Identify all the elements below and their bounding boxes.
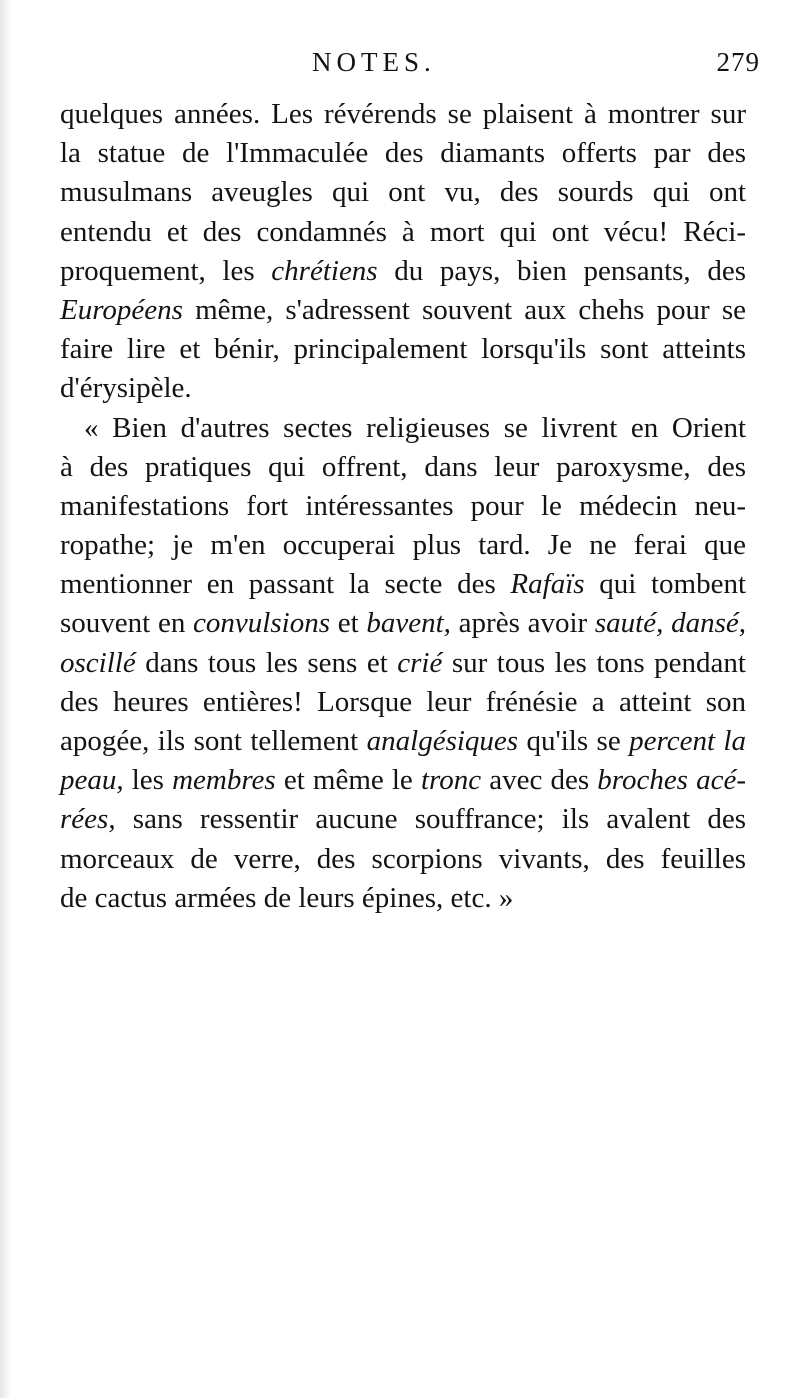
text-line — [60, 213, 746, 252]
text-run: « Bien d'autres sectes religieuses se livrent en Orient — [84, 411, 746, 444]
text-run: du pays, bien pensants, des — [377, 254, 746, 287]
text-line — [60, 761, 746, 800]
italic-run: Européens — [60, 293, 183, 326]
text-line — [60, 800, 746, 839]
text-run: quelques années. Les révérends se plaisent à montrer sur — [60, 98, 746, 130]
page-number: 279 — [716, 47, 760, 77]
text-run: manifestations fort intéressantes pour le médecin neu- — [60, 489, 746, 522]
text-run: sans ressentir aucune souffrance; ils avalent des — [115, 803, 746, 836]
text-run: après avoir — [450, 607, 595, 640]
text-line — [60, 134, 746, 173]
body-text — [60, 95, 746, 918]
text-run: qu'ils se — [518, 725, 630, 757]
text-run: la statue de l'Immaculée des diamants offerts par des — [60, 137, 746, 170]
italic-run: peau, — [60, 764, 124, 797]
italic-run: crié — [397, 646, 443, 679]
text-run: musulmans aveugles qui ont vu, des sourds qui ont — [60, 176, 746, 209]
text-run: entendu et des condamnés à mort qui ont vécu! Réci- — [60, 215, 746, 248]
italic-run: membres — [172, 764, 276, 797]
text-line — [60, 291, 746, 330]
text-line — [60, 644, 746, 683]
text-run: même, s'adressent souvent aux chehs pour se — [182, 293, 746, 326]
text-line — [60, 448, 746, 487]
italic-run: oscillé — [60, 646, 136, 679]
text-run: à des pratiques qui offrent, dans leur paroxysme, des — [60, 450, 746, 483]
text-run: morceaux de verre, des scorpions vivants, des feuilles — [60, 842, 746, 875]
italic-run: tronc — [420, 764, 482, 797]
italic-run: sauté, dansé, — [594, 607, 746, 640]
italic-run: Rafaïs — [510, 568, 585, 601]
text-run: dans tous les sens et — [135, 646, 398, 679]
text-line — [60, 840, 746, 879]
text-line — [60, 409, 746, 448]
italic-run: chrétiens — [271, 254, 378, 287]
text-run: ropathe; je m'en occuperai plus tard. Je ne ferai que — [60, 529, 746, 562]
text-line — [60, 252, 746, 291]
text-run: proquement, les — [60, 254, 272, 287]
text-run: de cactus armées de leurs épines, etc. » — [60, 881, 514, 914]
italic-run: bavent, — [366, 607, 451, 640]
italic-run: analgésiques — [366, 725, 519, 757]
text-line — [60, 369, 746, 408]
running-head-title: NOTES. — [312, 47, 436, 77]
page-gutter-shadow — [0, 0, 12, 1398]
italic-run: broches acé- — [597, 764, 746, 797]
text-run: des heures entières! Lorsque leur frénésie a atteint son — [60, 685, 746, 718]
text-run: sur tous les tons pendant — [442, 646, 746, 679]
text-line — [60, 330, 746, 369]
text-run: et — [329, 607, 367, 640]
text-line — [60, 526, 746, 565]
italic-run: percent la — [629, 725, 746, 757]
text-run: avec des — [481, 764, 598, 797]
text-run: les — [123, 764, 173, 797]
text-line — [60, 722, 746, 761]
text-line — [60, 95, 746, 134]
text-run: et même le — [275, 764, 421, 797]
text-run: mentionner en passant la secte des — [60, 568, 511, 601]
running-head — [60, 44, 760, 80]
text-line — [60, 487, 746, 526]
text-run: qui tombent — [584, 568, 746, 601]
text-run: apogée, ils sont tellement — [60, 725, 367, 757]
text-line — [60, 173, 746, 212]
text-run: d'érysipèle. — [60, 372, 192, 405]
italic-run: convulsions — [193, 607, 330, 640]
text-line — [60, 879, 746, 918]
text-line — [60, 683, 746, 722]
text-run: faire lire et bénir, principalement lorsqu'ils sont atteints — [60, 333, 746, 366]
text-line — [60, 604, 746, 643]
italic-run: rées, — [60, 803, 116, 836]
text-line — [60, 565, 746, 604]
text-run: souvent en — [60, 607, 194, 640]
